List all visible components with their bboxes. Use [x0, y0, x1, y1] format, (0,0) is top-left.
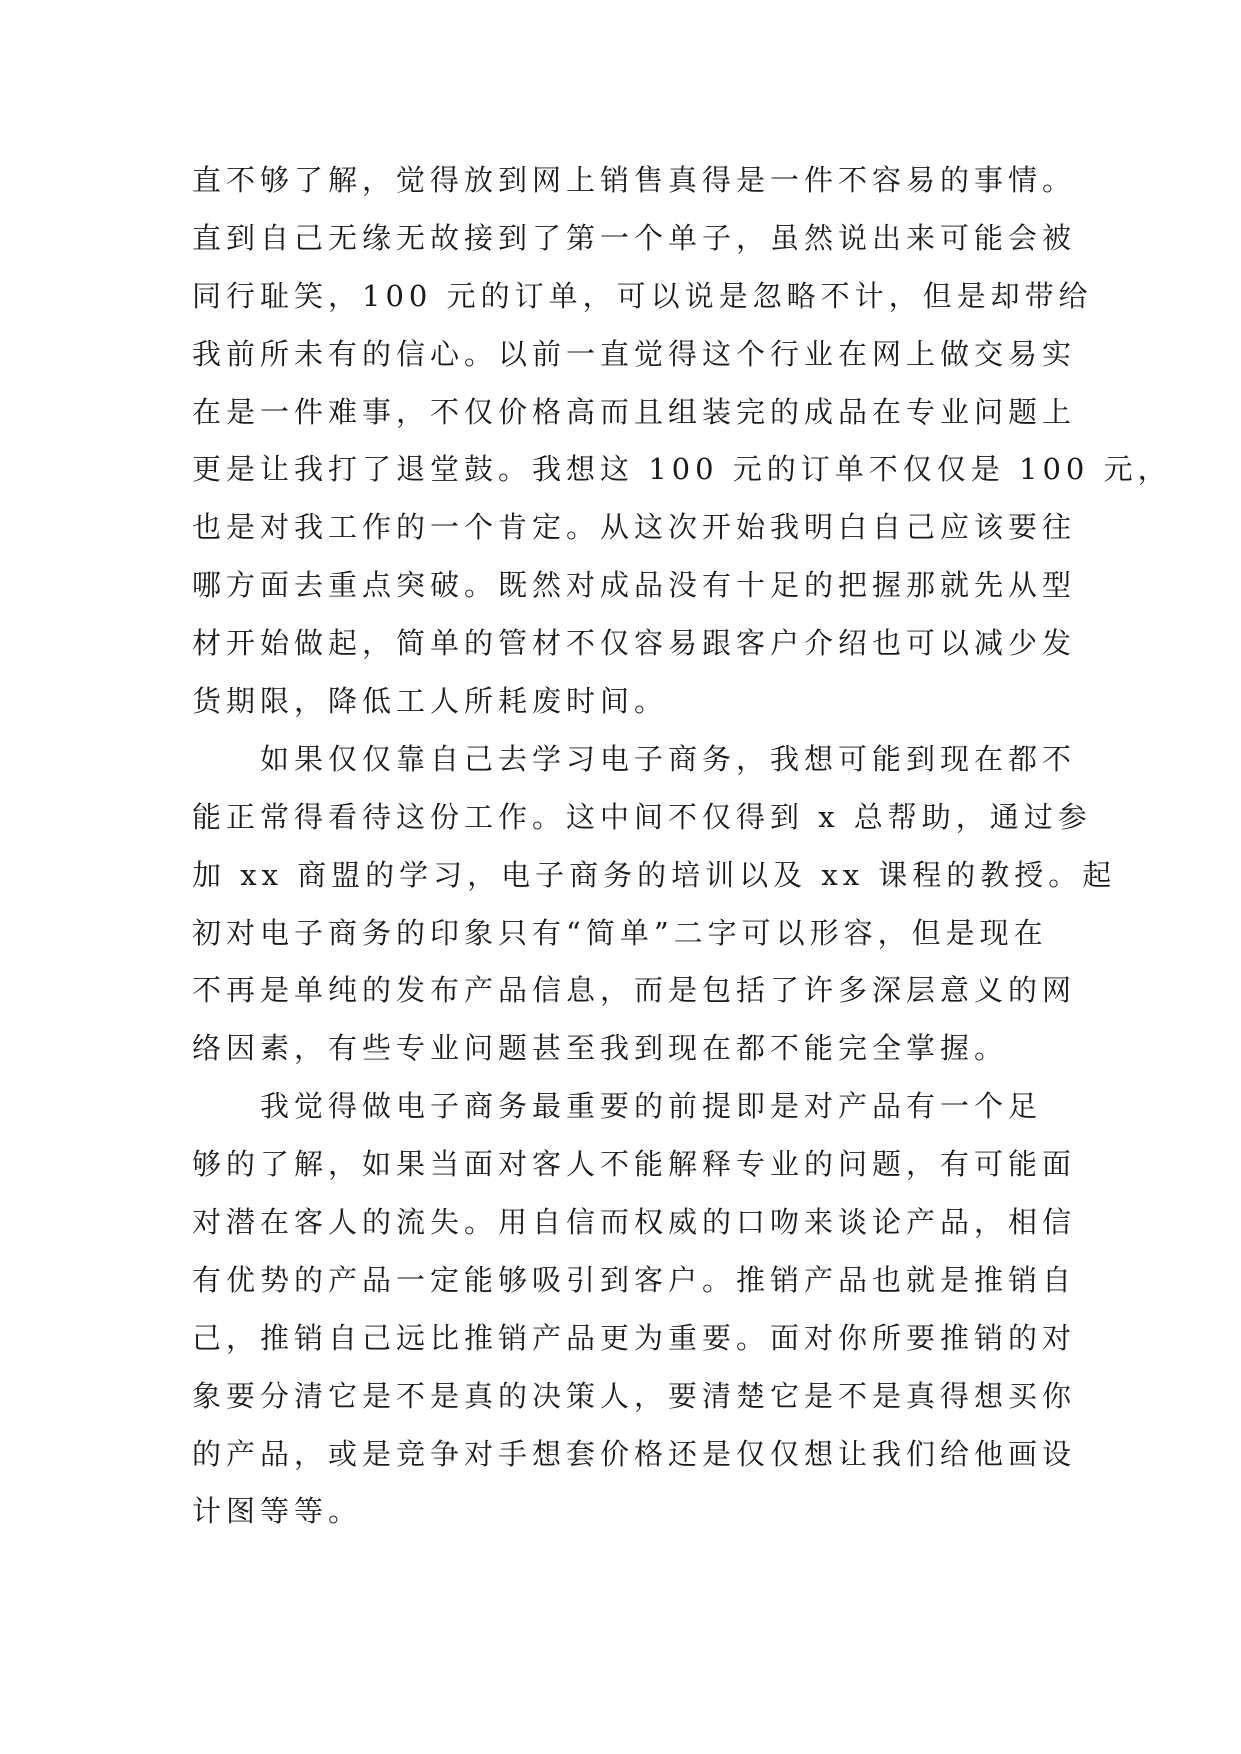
text-line: 能正常得看待这份工作。这中间不仅得到 x 总帮助，通过参 [192, 799, 1092, 834]
paragraph-1 [192, 152, 1172, 731]
text-line: 络因素，有些专业问题甚至我到现在都不能完全掌握。 [192, 1031, 1009, 1066]
text-line: 直到自己无缘无故接到了第一个单子，虽然说出来可能会被 [192, 220, 1077, 255]
text-line: 在是一件难事，不仅价格高而且组装完的成品在专业问题上 [192, 394, 1077, 429]
text-line: 直不够了解，觉得放到网上销售真得是一件不容易的事情。 [192, 163, 1077, 197]
text-line: 也是对我工作的一个肯定。从这次开始我明白自己应该要往 [192, 510, 1077, 545]
text-line: 哪方面去重点突破。既然对成品没有十足的把握那就先从型 [192, 568, 1077, 603]
text-line-indented: 如果仅仅靠自己去学习电子商务，我想可能到现在都不 [260, 741, 1077, 776]
text-line: 我前所未有的信心。以前一直觉得这个行业在网上做交易实 [192, 336, 1077, 371]
text-line: 同行耻笑，100 元的订单，可以说是忽略不计，但是却带给 [192, 278, 1093, 313]
text-line-indented: 我觉得做电子商务最重要的前提即是对产品有一个足 [260, 1089, 1043, 1124]
text-line: 象要分清它是不是真的决策人，要清楚它是不是真得想买你 [192, 1378, 1077, 1413]
text-line: 有优势的产品一定能够吸引到客户。推销产品也就是推销自 [192, 1262, 1077, 1297]
paragraph-2 [192, 731, 1117, 1078]
text-line: 加 xx 商盟的学习，电子商务的培训以及 xx 课程的教授。起 [192, 857, 1117, 892]
text-line: 材开始做起，简单的管材不仅容易跟客户介绍也可以减少发 [192, 626, 1077, 661]
text-line: 对潜在客人的流失。用自信而权威的口吻来谈论产品，相信 [192, 1205, 1077, 1240]
text-line: 够的了解，如果当面对客人不能解释专业的问题，有可能面 [192, 1147, 1077, 1182]
text-line: 的产品，或是竞争对手想套价格还是仅仅想让我们给他画设 [192, 1436, 1077, 1471]
text-line: 货期限，降低工人所耗废时间。 [192, 684, 669, 719]
text-line: 更是让我打了退堂鼓。我想这 100 元的订单不仅仅是 100 元， [192, 452, 1172, 487]
text-line: 己，推销自己远比推销产品更为重要。面对你所要推销的对 [192, 1320, 1077, 1355]
document-body [192, 152, 1172, 1541]
text-line: 不再是单纯的发布产品信息，而是包括了许多深层意义的网 [192, 973, 1077, 1008]
text-line: 计图等等。 [192, 1494, 363, 1529]
text-line: 初对电子商务的印象只有“简单”二字可以形容，但是现在 [192, 915, 1048, 950]
paragraph-3 [192, 1078, 1077, 1541]
